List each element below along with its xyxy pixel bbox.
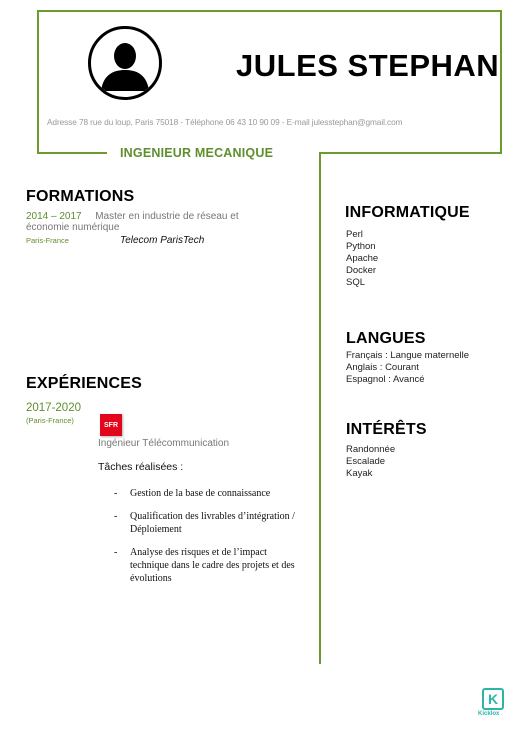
kicklox-label: Kicklox	[478, 711, 500, 717]
experience-location: (Paris-France)	[26, 416, 74, 425]
list-item: Python	[346, 241, 376, 252]
column-divider	[319, 152, 321, 664]
list-item: Anglais : Courant	[346, 362, 419, 373]
task-list	[114, 487, 306, 595]
formation-degree: Master en industrie de réseau et économie numérique	[26, 211, 239, 233]
task-item: - Qualification des livrables d’intégration / Déploiement	[114, 510, 306, 536]
list-item: Français : Langue maternelle	[346, 350, 470, 361]
list-item: Perl	[346, 229, 363, 240]
candidate-name: JULES STEPHAN	[236, 48, 500, 83]
user-silhouette-icon	[88, 26, 162, 100]
header-frame-bottom-left	[37, 152, 107, 154]
formation-dates: 2014 – 2017	[26, 211, 82, 222]
tasks-label: Tâches réalisées :	[98, 461, 184, 473]
task-item: - Analyse des risques et de l’impact technique dans le cadre des projets et des évolutions	[114, 546, 306, 585]
langues-list	[346, 350, 469, 386]
formation-line	[26, 211, 276, 233]
list-item: Apache	[346, 253, 379, 264]
list-item: Escalade	[346, 456, 386, 467]
section-title-informatique: INFORMATIQUE	[345, 204, 470, 221]
list-item: Randonnée	[346, 444, 396, 455]
section-title-langues: LANGUES	[346, 330, 426, 347]
formation-entry	[26, 211, 276, 233]
list-item: SQL	[346, 277, 366, 288]
job-title: INGENIEUR MECANIQUE	[120, 146, 274, 160]
section-title-experiences: EXPÉRIENCES	[26, 375, 143, 392]
formation-school: Telecom ParisTech	[120, 235, 205, 246]
experience-role: Ingénieur Télécommunication	[98, 438, 230, 449]
list-item: Espagnol : Avancé	[346, 374, 425, 385]
informatique-list	[346, 229, 378, 289]
task-item: - Gestion de la base de connaissance	[114, 487, 306, 500]
interets-list	[346, 444, 395, 480]
contact-info: Adresse 78 rue du loup, Paris 75018 - Téléphone 06 43 10 90 09 - E-mail julesstephan@gmail.com	[47, 117, 403, 127]
kicklox-logo-icon: K	[482, 688, 504, 710]
formation-location: Paris-France	[26, 236, 69, 245]
list-item: Kayak	[346, 468, 373, 479]
section-title-interets: INTÉRÊTS	[346, 421, 427, 438]
list-item: Docker	[346, 265, 377, 276]
section-title-formations: FORMATIONS	[26, 188, 135, 205]
sfr-logo: SFR	[100, 414, 122, 436]
experience-dates: 2017-2020	[26, 402, 81, 414]
header-frame-bottom-right	[320, 152, 500, 154]
